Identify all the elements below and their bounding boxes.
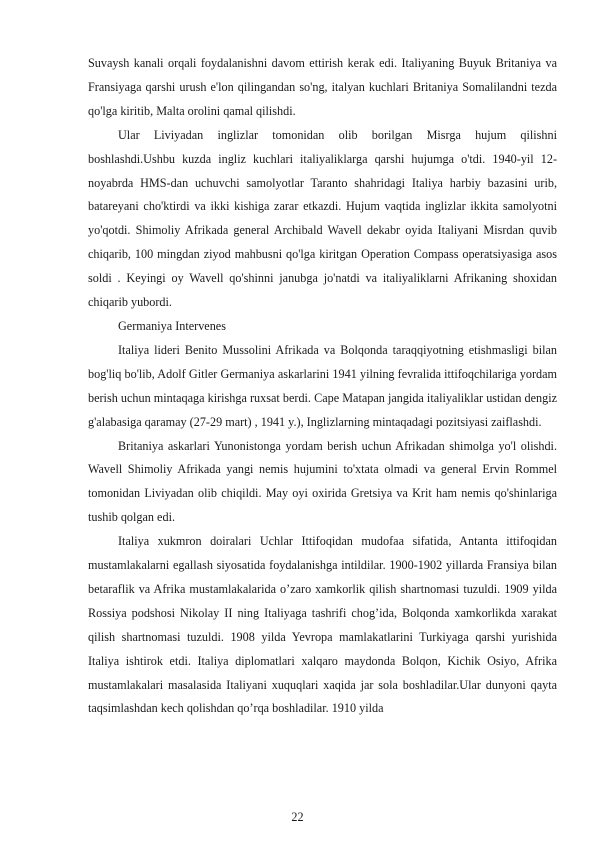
paragraph-suez-canal: Suvaysh kanali orqali foydalanishni davom ettirish kerak edi. Italiyaning Buyuk Britaniya va Fransiyaga qarshi urush e'lon qilingandan so'ng, italyan kuchlari Britaniya Somalilandni tezda qo'lga kiritib, Malta orolini qamal qilishdi. [88, 56, 557, 118]
paragraph-italy-policy: Italiya xukmron doiralari Uchlar Ittifoqidan mudofaa sifatida, Antanta ittifoqidan mustamlakalarni egallash siyosatida foydalanishga intildilar. 1900-1902 yillarda Fransiya bilan betaraflik va Afrika mustamlakalarida o’zaro xamkorlik qilish shartnomasi tuzuldi. 1909 yilda Rossiya podshosi Nikolay II ning Italiyaga tashrifi chog’ida, Bolqonda xamkorlikda xarakat qilish shartnomasi tuzuldi. 1908 yilda Yevropa mamlakatlarini Turkiyaga qarshi yurishida Italiya ishtirok etdi. Italiya diplomatlari xalqaro maydonda Bolqon, Kichik Osiyo, Afrika mustamlakalari masalasida Italiyani xuquqlari xaqida jar sola boshladilar.Ular dunyoni qayta taqsimlashdan kech qolishdan qo’rqa boshladilar. 1910 yilda [88, 534, 557, 716]
section-heading-germany-intervenes: Germaniya Intervenes [118, 318, 226, 333]
paragraph-libya-egypt: Ular Liviyadan inglizlar tomonidan olib borilgan Misrga hujum qilishni boshlashdi.Ushbu kuzda ingliz kuchlari italiyaliklarga qarshi hujumga o'tdi. 1940-yil 12-noyabrda HMS-dan uchuvchi samolyotlar Taranto shahridagi Italiya harbiy bazasini urib, batareyani cho'ktirdi va ikki kishiga zarar etkazdi. Hujum vaqtida inglizlar ikkita samolyotni yo'qotdi. Shimoliy Afrikada general Archibald Wavell dekabr oyida Italiyani Misrdan quvib chiqarib, 100 mingdan ziyod mahbusni qo'lga kiritgan Operation Compass operatsiyasiga asos soldi . Keyingi oy Wavell qo'shinni janubga jo'natdi va italiyaliklarni Afrikaning shoxidan chiqarib yubordi. [88, 127, 557, 310]
page-number: 22 [291, 810, 304, 824]
paragraph-mussolini: Italiya lideri Benito Mussolini Afrikada va Bolqonda taraqqiyotning etishmasligi bilan bog'liq bo'lib, Adolf Gitler Germaniya askarlarini 1941 yilning fevralida ittifoqchilariga yordam berish uchun mintaqaga kirishga ruxsat berdi. Cape Matapan jangida italiyaliklar ustidan dengiz g'alabasiga qaramay (27-29 mart) , 1941 y.), Inglizlarning mintaqadagi pozitsiyasi zaiflashdi. [88, 342, 557, 429]
paragraph-greece: Britaniya askarlari Yunonistonga yordam berish uchun Afrikadan shimolga yo'l olishdi. Wavell Shimoliy Afrikada yangi nemis hujumini to'xtata olmadi va general Ervin Rommel tomonidan Liviyadan olib chiqildi. May oyi oxirida Gretsiya va Krit ham nemis qo'shinlariga tushib qolgan edi. [88, 438, 557, 525]
page-body [88, 52, 557, 721]
